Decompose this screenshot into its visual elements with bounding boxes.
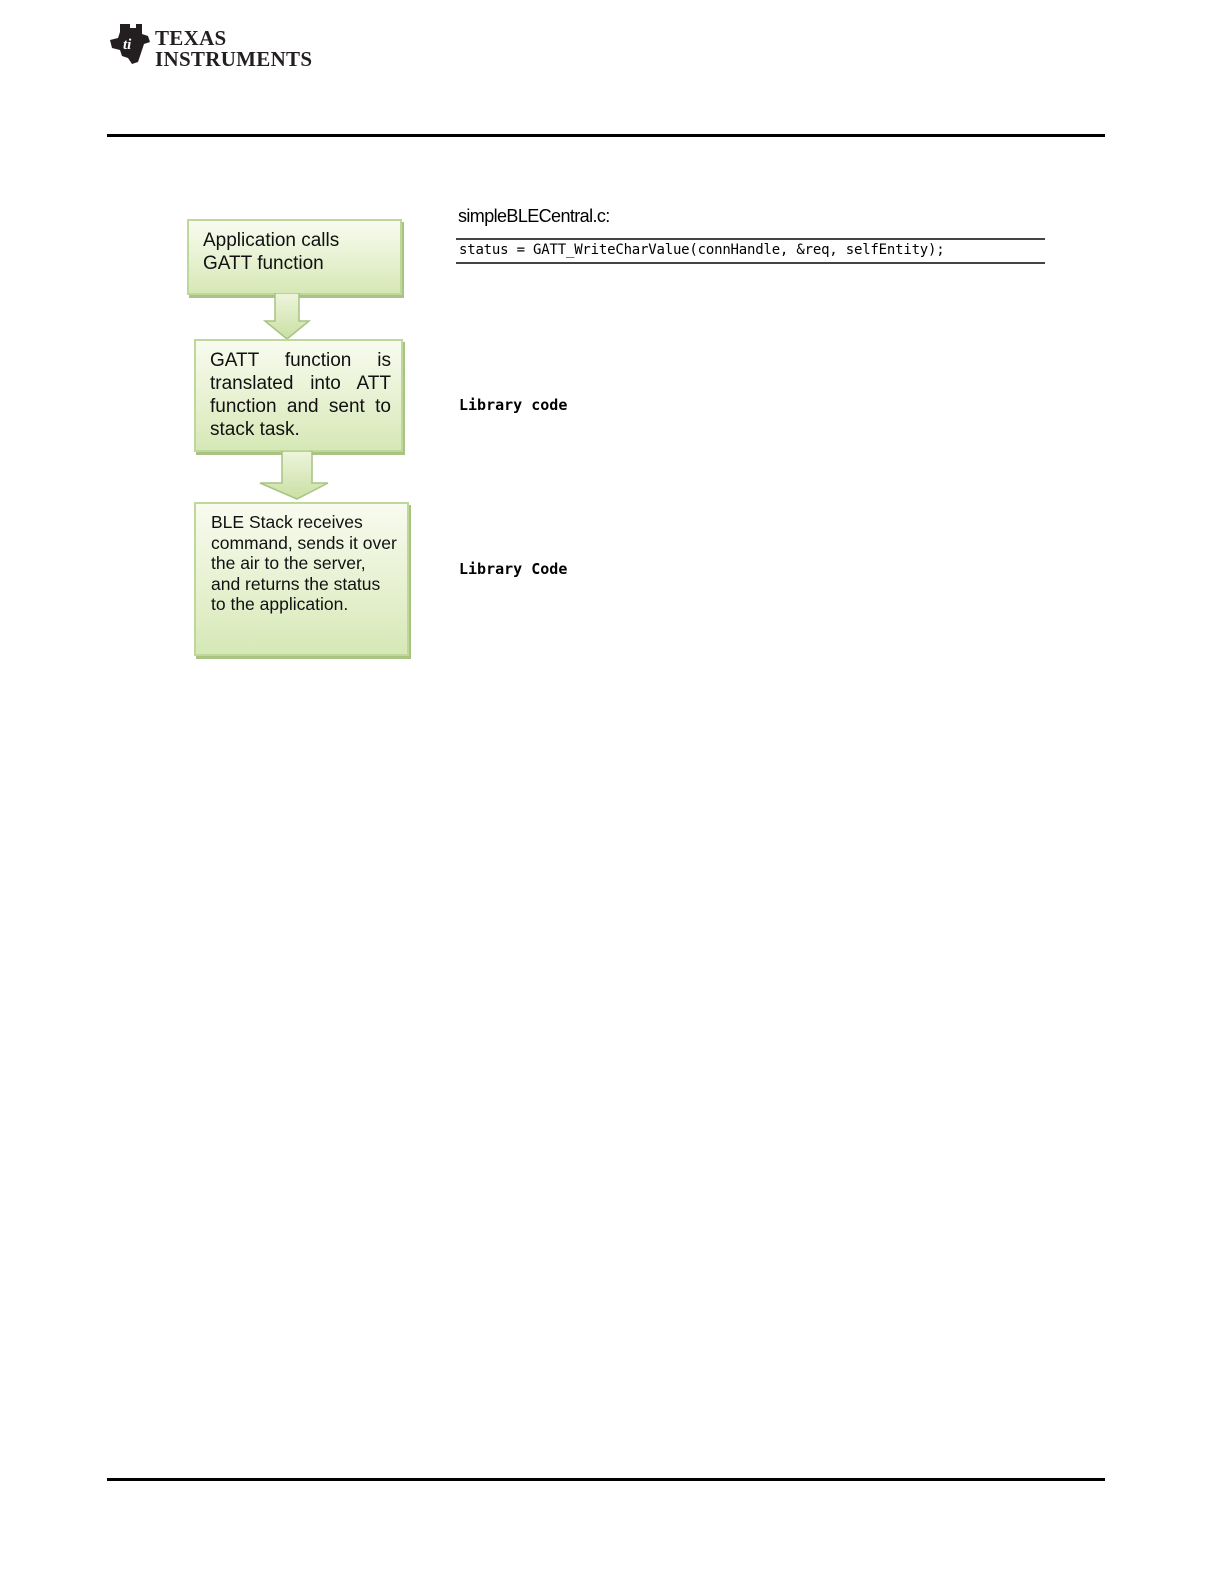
flow-step-2-text: GATT function is translated into ATT function and sent to stack task.: [210, 350, 391, 440]
source-file-label: simpleBLECentral.c:: [458, 206, 610, 226]
code-rule-top: [456, 238, 1045, 240]
code-rule-bottom: [456, 262, 1045, 264]
library-code-label: Library Code: [459, 560, 568, 578]
header-rule: [107, 134, 1105, 137]
down-arrow-icon: [257, 451, 331, 501]
flow-step-3: [194, 502, 409, 656]
logo-word-instruments: INSTRUMENTS: [155, 47, 313, 71]
logo-wordmark: [155, 26, 313, 71]
ti-logo: [108, 22, 313, 72]
flow-step-2: [194, 339, 403, 452]
down-arrow-icon: [262, 293, 312, 341]
footer-rule: [107, 1478, 1105, 1481]
logo-word-texas: TEXAS: [155, 26, 227, 50]
ti-logo-icon: [108, 22, 152, 66]
code-line: status = GATT_WriteCharValue(connHandle, &req, selfEntity);: [459, 242, 945, 258]
flow-step-1-text: Application calls GATT function: [203, 230, 340, 274]
svg-text:ti: ti: [123, 37, 132, 53]
flow-step-1: [187, 219, 402, 295]
flow-step-3-text: BLE Stack receives command, sends it over the air to the server, and returns the status to the application.: [211, 512, 397, 614]
library-code-label: Library code: [459, 396, 568, 414]
